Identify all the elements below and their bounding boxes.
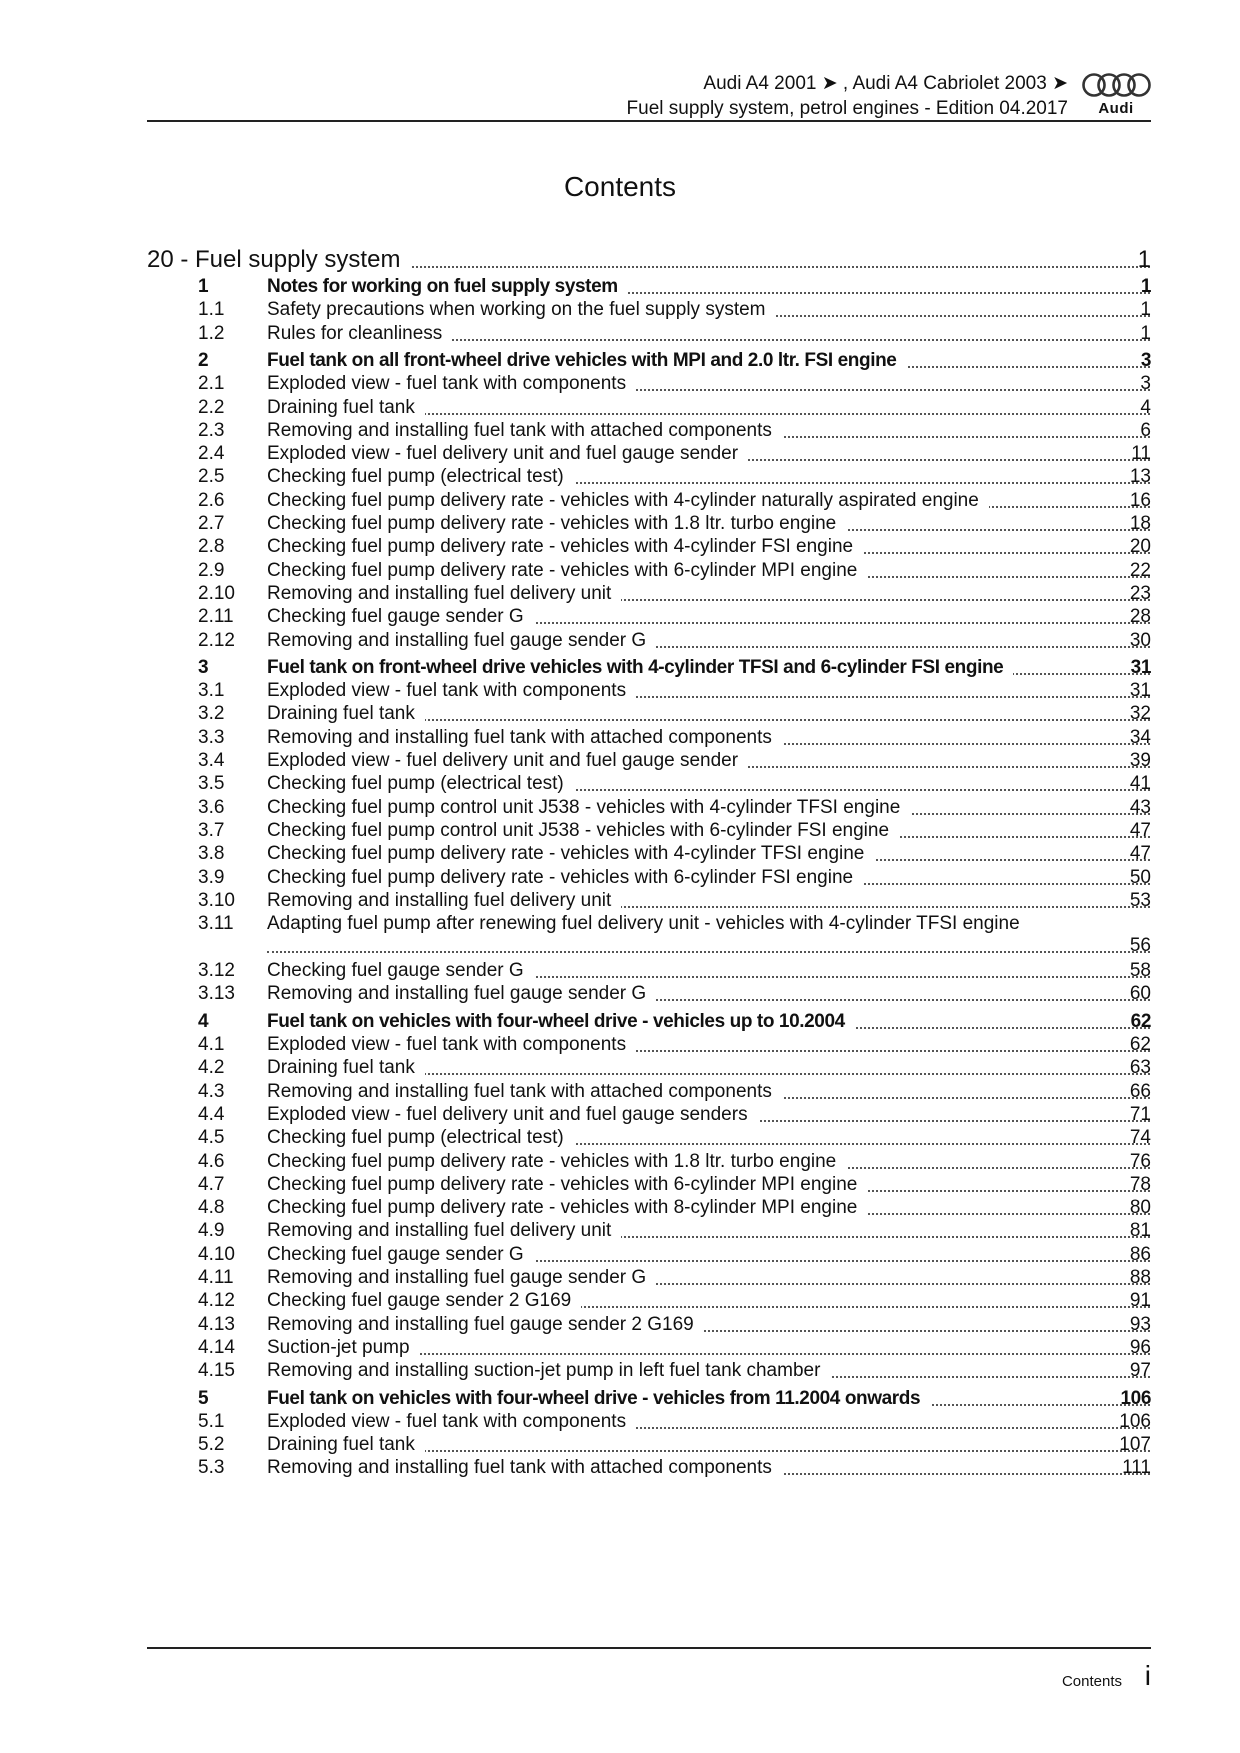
toc-page-number[interactable]: 78 xyxy=(1129,1173,1151,1195)
toc-entry-title-with-leader[interactable] xyxy=(267,748,1150,774)
toc-entry-number: 1.2 xyxy=(198,322,225,344)
toc-entry-title-with-leader[interactable] xyxy=(267,701,1150,727)
toc-entry-number: 3.6 xyxy=(198,796,225,818)
toc-section-entry[interactable] xyxy=(0,818,1240,844)
toc-entry-number: 3.9 xyxy=(198,866,225,888)
toc-entry-title[interactable]: Checking fuel pump delivery rate - vehicles with 6-cylinder MPI engine xyxy=(267,560,867,581)
toc-entry-title[interactable]: Checking fuel pump delivery rate - vehicles with 4-cylinder TFSI engine xyxy=(267,843,874,864)
toc-section-entry[interactable] xyxy=(0,888,1240,914)
toc-entry-number: 4.3 xyxy=(198,1080,225,1102)
toc-section-entry[interactable] xyxy=(0,865,1240,891)
toc-entry-title-with-leader[interactable] xyxy=(267,371,1150,397)
toc-entry-title-with-leader[interactable] xyxy=(267,911,1150,937)
toc-section-entry[interactable] xyxy=(0,1242,1240,1268)
toc-page-number[interactable]: 74 xyxy=(1129,1127,1151,1149)
toc-section-entry[interactable] xyxy=(0,1032,1240,1058)
toc-entry-number: 2.2 xyxy=(198,396,225,418)
toc-entry-number: 5 xyxy=(198,1387,209,1409)
toc-page-number[interactable]: 71 xyxy=(1129,1103,1151,1125)
toc-entry-number: 4.13 xyxy=(198,1313,235,1335)
toc-entry-title-with-leader[interactable] xyxy=(267,725,1150,751)
toc-entry-number: 4.5 xyxy=(198,1127,225,1149)
toc-section-entry[interactable] xyxy=(0,1172,1240,1198)
toc-page-number[interactable]: 96 xyxy=(1129,1336,1151,1358)
toc-entry-title-with-leader[interactable] xyxy=(267,488,1150,514)
toc-page-number[interactable]: 32 xyxy=(1129,703,1151,725)
toc-entry-title[interactable]: Fuel tank on front-wheel drive vehicles with 4-cylinder TFSI and 6-cylinder FSI engine xyxy=(267,657,1013,678)
toc-entry-number: 4.4 xyxy=(198,1103,225,1125)
footer-page-number: i xyxy=(1144,1660,1151,1691)
toc-entry-number: 2.12 xyxy=(198,629,235,651)
ring-4 xyxy=(1129,75,1150,96)
toc-section-entry[interactable] xyxy=(0,464,1240,490)
toc-entry-number: 1 xyxy=(198,276,209,297)
footer-section-label: Contents xyxy=(1061,1673,1122,1690)
toc-entry-title[interactable]: Suction-jet pump xyxy=(267,1337,420,1358)
toc-page-number[interactable]: 47 xyxy=(1129,819,1151,841)
toc-chapter-entry[interactable] xyxy=(0,655,1240,681)
toc-page-number[interactable]: 47 xyxy=(1129,843,1151,865)
toc-entry-title[interactable]: Notes for working on fuel supply system xyxy=(267,276,628,297)
toc-section-entry[interactable] xyxy=(0,604,1240,630)
toc-entry-title-with-leader[interactable] xyxy=(267,1125,1150,1151)
toc-entry-number: 4 xyxy=(198,1010,209,1032)
toc-entry-number: 4.2 xyxy=(198,1057,225,1079)
toc-section-entry[interactable] xyxy=(0,418,1240,444)
brand-wordmark: Audi xyxy=(1098,100,1134,117)
toc-section-entry[interactable] xyxy=(0,1195,1240,1221)
toc-page-number[interactable]: 107 xyxy=(1119,1434,1151,1456)
toc-entry-number: 3.13 xyxy=(198,983,235,1005)
toc-entry-number: 2.10 xyxy=(198,582,235,604)
toc-entry-title[interactable]: Removing and installing fuel delivery unit xyxy=(267,583,621,604)
toc-entry-number: 5.3 xyxy=(198,1457,225,1479)
toc-entry-title-with-leader[interactable] xyxy=(267,818,1150,844)
toc-page-number[interactable]: 1 xyxy=(1140,299,1151,321)
toc-entry-title[interactable]: 20 - Fuel supply system xyxy=(147,246,410,273)
toc-page-number[interactable]: 39 xyxy=(1129,750,1151,771)
toc-entry-title[interactable]: Checking fuel gauge sender 2 G169 xyxy=(267,1290,581,1311)
toc-entry-title-with-leader[interactable] xyxy=(267,1032,1150,1058)
toc-entry-title-with-leader[interactable] xyxy=(267,441,1150,467)
toc-section-entry[interactable] xyxy=(0,911,1240,959)
toc-entry-number: 2.9 xyxy=(198,559,225,581)
toc-entry-title-with-leader[interactable] xyxy=(147,244,1150,276)
toc-entry-number: 3.4 xyxy=(198,750,225,771)
toc-page-number[interactable]: 4 xyxy=(1140,396,1151,418)
toc-entry-title[interactable]: Checking fuel gauge sender G xyxy=(267,960,534,981)
toc-page-number[interactable]: 6 xyxy=(1140,419,1151,441)
toc-entry-title-with-leader[interactable] xyxy=(267,958,1150,984)
toc-entry-title[interactable]: Checking fuel pump delivery rate - vehicles with 6-cylinder FSI engine xyxy=(267,867,863,888)
toc-entry-title-with-leader[interactable] xyxy=(267,1102,1150,1128)
toc-entry-title[interactable]: Rules for cleanliness xyxy=(267,323,452,344)
toc-entry-number: 2 xyxy=(198,349,209,371)
toc-entry-title-with-leader[interactable] xyxy=(267,1358,1150,1384)
toc-section-entry[interactable] xyxy=(0,1288,1240,1314)
toc-section-entry[interactable] xyxy=(0,1055,1240,1081)
toc-entry-title-with-leader[interactable] xyxy=(267,297,1150,323)
toc-section-entry[interactable] xyxy=(0,441,1240,467)
toc-page-number[interactable]: 11 xyxy=(1131,443,1151,465)
toc-section-entry[interactable] xyxy=(0,1455,1240,1481)
toc-page-number[interactable]: 86 xyxy=(1129,1243,1151,1265)
toc-page-number[interactable]: 106 xyxy=(1120,1387,1151,1409)
toc-entry-number: 1.1 xyxy=(198,299,225,321)
toc-entry-title-with-leader[interactable] xyxy=(267,1386,1150,1412)
toc-page-number[interactable]: 13 xyxy=(1129,466,1151,488)
toc-page-number[interactable]: 1 xyxy=(1140,276,1151,297)
toc-entry-title[interactable]: Exploded view - fuel tank with components xyxy=(267,1034,636,1055)
toc-page-number[interactable]: 31 xyxy=(1130,656,1151,678)
toc-entry-number: 5.1 xyxy=(198,1410,225,1432)
toc-entry-title[interactable]: Removing and installing suction-jet pump in left fuel tank chamber xyxy=(267,1360,830,1381)
toc-entry-title-with-leader[interactable] xyxy=(267,604,1150,630)
toc-section-entry[interactable] xyxy=(0,395,1240,421)
toc-entry-title-with-leader[interactable] xyxy=(267,771,1150,797)
toc-entry-title[interactable]: Checking fuel pump (electrical test) xyxy=(267,1127,574,1148)
toc-page-number[interactable]: 1 xyxy=(1137,246,1151,273)
toc-entry-title-with-leader[interactable] xyxy=(267,464,1150,490)
toc-section-entry[interactable] xyxy=(0,321,1240,347)
toc-entry-number: 4.1 xyxy=(198,1034,225,1055)
toc-entry-number: 4.8 xyxy=(198,1197,225,1219)
toc-entry-number: 4.9 xyxy=(198,1220,225,1242)
header-divider xyxy=(147,120,1151,122)
toc-entry-number: 3.1 xyxy=(198,680,225,702)
toc-page-number[interactable]: 28 xyxy=(1129,606,1151,628)
toc-chapter-entry[interactable] xyxy=(0,274,1240,300)
toc-dot-leader xyxy=(267,933,1150,959)
toc-entry-title[interactable]: Exploded view - fuel tank with components xyxy=(267,680,636,701)
toc-page-number[interactable]: 41 xyxy=(1129,773,1151,795)
toc-section-entry[interactable] xyxy=(0,748,1240,774)
toc-page-number[interactable]: 63 xyxy=(1129,1057,1151,1079)
page-title: Contents xyxy=(563,171,677,202)
toc-page-number[interactable]: 88 xyxy=(1129,1267,1151,1288)
toc-section-entry[interactable] xyxy=(0,1265,1240,1291)
toc-entry-number: 4.7 xyxy=(198,1173,225,1195)
toc-page-number[interactable]: 91 xyxy=(1129,1290,1151,1312)
toc-section-entry[interactable] xyxy=(0,1358,1240,1384)
toc-entry-title[interactable]: Fuel tank on all front-wheel drive vehicles with MPI and 2.0 ltr. FSI engine xyxy=(267,350,906,371)
toc-section-entry[interactable] xyxy=(0,958,1240,984)
toc-page-number[interactable]: 3 xyxy=(1140,349,1151,371)
toc-entry-title[interactable]: Adapting fuel pump after renewing fuel delivery unit - vehicles with 4-cylinder TFSI engine xyxy=(267,913,1030,934)
toc-entry-number: 3 xyxy=(198,656,209,678)
toc-entry-title[interactable]: Exploded view - fuel tank with components xyxy=(267,373,636,394)
toc-entry-title-with-leader[interactable] xyxy=(267,1265,1150,1291)
toc-entry-number: 2.6 xyxy=(198,489,225,511)
toc-page-number[interactable]: 60 xyxy=(1129,983,1151,1005)
toc-section-entry[interactable] xyxy=(0,725,1240,751)
header-vehicle-line: Audi A4 2001 ➤ , Audi A4 Cabriolet 2003 ➤ xyxy=(703,73,1068,94)
toc-entry-number: 4.15 xyxy=(198,1360,235,1382)
toc-section-entry[interactable] xyxy=(0,1125,1240,1151)
toc-page-number[interactable]: 16 xyxy=(1129,489,1151,511)
toc-entry-title-with-leader[interactable] xyxy=(267,981,1150,1007)
toc-entry-number: 2.4 xyxy=(198,443,225,465)
toc-entry-title[interactable]: Safety precautions when working on the fuel supply system xyxy=(267,299,776,320)
toc-entry-title[interactable]: Removing and installing fuel delivery unit xyxy=(267,1220,621,1241)
toc-entry-number: 2.5 xyxy=(198,466,225,488)
toc-entry-title-with-leader[interactable] xyxy=(267,581,1150,607)
toc-section-entry[interactable] xyxy=(0,534,1240,560)
toc-entry-number: 5.2 xyxy=(198,1434,225,1456)
toc-entry-number: 4.6 xyxy=(198,1150,225,1172)
toc-entry-title-with-leader[interactable] xyxy=(267,795,1150,821)
toc-page-number[interactable]: 50 xyxy=(1129,866,1151,888)
toc-entry-number: 3.11 xyxy=(198,913,234,935)
footer-divider xyxy=(147,1647,1151,1649)
toc-entry-title[interactable]: Checking fuel gauge sender G xyxy=(267,1244,534,1265)
toc-entry-number: 3.7 xyxy=(198,819,225,841)
toc-entry-title[interactable]: Checking fuel pump control unit J538 - vehicles with 6-cylinder FSI engine xyxy=(267,820,899,841)
toc-page-number[interactable]: 56 xyxy=(1129,935,1151,957)
toc-entry-title-with-leader[interactable] xyxy=(267,395,1150,421)
toc-section-entry[interactable] xyxy=(0,1312,1240,1338)
toc-page-number[interactable]: 31 xyxy=(1129,680,1151,702)
toc-entry-title-with-leader[interactable] xyxy=(267,678,1150,704)
toc-entry-title[interactable]: Removing and installing fuel gauge sender G xyxy=(267,630,656,651)
toc-entry-title[interactable]: Removing and installing fuel gauge sender 2 G169 xyxy=(267,1314,704,1335)
toc-entry-number: 4.10 xyxy=(198,1243,235,1265)
toc-page-number[interactable]: 23 xyxy=(1129,582,1151,604)
toc-entry-number: 4.12 xyxy=(198,1290,235,1312)
toc-entry-title[interactable]: Draining fuel tank xyxy=(267,1057,425,1078)
toc-section-entry[interactable] xyxy=(0,1432,1240,1458)
toc-entry-number: 3.8 xyxy=(198,843,225,865)
toc-section-entry[interactable] xyxy=(0,297,1240,323)
toc-entry-title-with-leader[interactable] xyxy=(267,1432,1150,1458)
toc-entry-title[interactable]: Checking fuel pump delivery rate - vehicles with 4-cylinder naturally aspirated engine xyxy=(267,490,989,511)
toc-page-number[interactable]: 62 xyxy=(1129,1034,1151,1055)
toc-entry-title[interactable]: Checking fuel pump delivery rate - vehicles with 1.8 ltr. turbo engine xyxy=(267,1151,846,1172)
toc-section-entry[interactable] xyxy=(0,678,1240,704)
toc-entry-title-with-leader[interactable] xyxy=(267,628,1150,654)
toc-entry-title[interactable]: Checking fuel pump delivery rate - vehicles with 8-cylinder MPI engine xyxy=(267,1197,867,1218)
toc-section-entry[interactable] xyxy=(0,511,1240,537)
toc-entry-title[interactable]: Draining fuel tank xyxy=(267,397,425,418)
toc-entry-title-with-leader[interactable] xyxy=(267,1009,1150,1035)
toc-entry-number: 3.10 xyxy=(198,889,235,911)
toc-entry-title[interactable]: Removing and installing fuel tank with attached components xyxy=(267,1081,782,1102)
toc-entry-title-with-leader[interactable] xyxy=(267,321,1150,347)
toc-page-number[interactable]: 62 xyxy=(1130,1010,1151,1032)
toc-page-number[interactable]: 22 xyxy=(1129,559,1151,581)
toc-entry-title-with-leader[interactable] xyxy=(267,1409,1150,1435)
toc-section-entry[interactable] xyxy=(0,1102,1240,1128)
toc-entry-number: 2.3 xyxy=(198,419,225,441)
toc-entry-title[interactable]: Checking fuel pump (electrical test) xyxy=(267,466,574,487)
toc-entry-title[interactable]: Removing and installing fuel gauge sender G xyxy=(267,983,656,1004)
toc-entry-title-with-leader[interactable] xyxy=(267,1079,1150,1105)
toc-entry-title-with-leader[interactable] xyxy=(267,348,1150,374)
toc-entry-title-with-leader[interactable] xyxy=(267,1242,1150,1268)
toc-entry-title[interactable]: Exploded view - fuel tank with components xyxy=(267,1411,636,1432)
toc-page-number[interactable]: 58 xyxy=(1129,960,1151,982)
toc-page-number[interactable]: 106 xyxy=(1119,1410,1151,1432)
toc-entry-number: 2.7 xyxy=(198,513,225,534)
toc-entry-number: 4.11 xyxy=(198,1267,234,1288)
toc-section-entry[interactable] xyxy=(0,371,1240,397)
toc-entry-title[interactable]: Checking fuel pump (electrical test) xyxy=(267,773,574,794)
toc-page-number[interactable]: 1 xyxy=(1140,322,1151,344)
toc-page-number[interactable]: 93 xyxy=(1129,1313,1151,1335)
toc-entry-title[interactable]: Removing and installing fuel tank with attached components xyxy=(267,1457,782,1478)
toc-page-number[interactable]: 53 xyxy=(1129,889,1151,911)
toc-entry-title-with-leader[interactable] xyxy=(267,841,1150,867)
toc-entry-title-with-leader[interactable] xyxy=(267,1288,1150,1314)
toc-entry-title[interactable]: Draining fuel tank xyxy=(267,703,425,724)
toc-entry-number: 2.8 xyxy=(198,536,225,558)
header-manual-title: Fuel supply system, petrol engines - Edition 04.2017 xyxy=(626,98,1068,119)
toc-section-entry[interactable] xyxy=(0,1218,1240,1244)
toc-chapter-entry[interactable] xyxy=(0,1009,1240,1035)
toc-entry-title[interactable]: Removing and installing fuel delivery unit xyxy=(267,890,621,911)
toc-entry-title-with-leader[interactable] xyxy=(267,1335,1150,1361)
toc-entry-number: 2.11 xyxy=(198,606,234,628)
toc-entry-number: 3.2 xyxy=(198,703,225,725)
toc-section-entry[interactable] xyxy=(0,628,1240,654)
toc-page-number[interactable]: 111 xyxy=(1122,1457,1151,1479)
toc-entry-title-with-leader[interactable] xyxy=(267,1172,1150,1198)
toc-entry-title[interactable]: Draining fuel tank xyxy=(267,1434,425,1455)
toc-entry-title-with-leader[interactable] xyxy=(267,865,1150,891)
toc-page-number[interactable]: 81 xyxy=(1129,1220,1151,1242)
toc-entry-title-with-leader[interactable] xyxy=(267,888,1150,914)
toc-section-entry[interactable] xyxy=(0,771,1240,797)
toc-section-entry[interactable] xyxy=(0,981,1240,1007)
toc-page-number[interactable]: 76 xyxy=(1129,1150,1151,1172)
toc-chapter-entry[interactable] xyxy=(0,348,1240,374)
toc-section-entry[interactable] xyxy=(0,1409,1240,1435)
toc-page-number[interactable]: 20 xyxy=(1129,536,1151,558)
toc-section-entry[interactable] xyxy=(0,841,1240,867)
toc-chapter-entry[interactable] xyxy=(0,1386,1240,1412)
toc-entry-title-with-leader[interactable] xyxy=(267,1195,1150,1221)
toc-section-entry[interactable] xyxy=(0,795,1240,821)
toc-entry-title[interactable]: Fuel tank on vehicles with four-wheel drive - vehicles up to 10.2004 xyxy=(267,1011,855,1032)
toc-page-number[interactable]: 80 xyxy=(1129,1197,1151,1219)
toc-entry-number: 3.3 xyxy=(198,726,225,748)
toc-section-entry[interactable] xyxy=(0,488,1240,514)
toc-entry-title[interactable]: Checking fuel pump delivery rate - vehicles with 6-cylinder MPI engine xyxy=(267,1174,867,1195)
toc-entry-title-with-leader[interactable] xyxy=(267,274,1150,300)
toc-entry-title[interactable]: Fuel tank on vehicles with four-wheel drive - vehicles from 11.2004 onwards xyxy=(267,1388,930,1409)
toc-entry-title[interactable]: Checking fuel pump delivery rate - vehicles with 1.8 ltr. turbo engine xyxy=(267,513,846,534)
toc-entry-title[interactable]: Exploded view - fuel delivery unit and fuel gauge sender xyxy=(267,750,748,771)
toc-entry-title-with-leader[interactable] xyxy=(267,1055,1150,1081)
toc-entry-title-with-leader[interactable] xyxy=(267,1455,1150,1481)
toc-section-entry[interactable] xyxy=(0,581,1240,607)
toc-section-entry[interactable] xyxy=(0,701,1240,727)
toc-page-number[interactable]: 3 xyxy=(1140,373,1151,395)
toc-page-number[interactable]: 30 xyxy=(1129,629,1151,651)
toc-entry-number: 3.5 xyxy=(198,773,225,795)
toc-entry-title-with-leader[interactable] xyxy=(267,534,1150,560)
toc-entry-number: 2.1 xyxy=(198,373,225,395)
toc-section-entry[interactable] xyxy=(0,1335,1240,1361)
toc-page-number[interactable]: 66 xyxy=(1129,1080,1151,1102)
toc-entry-title[interactable]: Checking fuel pump control unit J538 - vehicles with 4-cylinder TFSI engine xyxy=(267,797,910,818)
toc-entry-number: 3.12 xyxy=(198,960,235,982)
toc-entry-title-with-leader[interactable] xyxy=(267,418,1150,444)
toc-entry-number: 4.14 xyxy=(198,1336,235,1358)
toc-section-entry[interactable] xyxy=(0,1079,1240,1105)
toc-entry-title-with-leader[interactable] xyxy=(267,1218,1150,1244)
toc-entry-title[interactable]: Checking fuel gauge sender G xyxy=(267,606,534,627)
toc-section-entry[interactable] xyxy=(0,1149,1240,1175)
toc-entry-title[interactable]: Exploded view - fuel delivery unit and fuel gauge senders xyxy=(267,1104,758,1125)
toc-page-number[interactable]: 18 xyxy=(1129,513,1151,534)
toc-entry-title[interactable]: Removing and installing fuel gauge sender G xyxy=(267,1267,656,1288)
toc-part-heading[interactable] xyxy=(0,244,1240,276)
toc-entry-title[interactable]: Exploded view - fuel delivery unit and fuel gauge sender xyxy=(267,443,748,464)
toc-page-number[interactable]: 34 xyxy=(1129,726,1151,748)
toc-page-number[interactable]: 97 xyxy=(1129,1360,1151,1382)
toc-entry-title-with-leader[interactable] xyxy=(267,1149,1150,1175)
toc-entry-title-with-leader[interactable] xyxy=(267,558,1150,584)
toc-section-entry[interactable] xyxy=(0,558,1240,584)
toc-entry-title-with-leader[interactable] xyxy=(267,1312,1150,1338)
toc-entry-title-with-leader[interactable] xyxy=(267,511,1150,537)
toc-entry-title[interactable]: Removing and installing fuel tank with attached components xyxy=(267,420,782,441)
toc-page-number[interactable]: 43 xyxy=(1129,796,1151,818)
toc-entry-title[interactable]: Checking fuel pump delivery rate - vehicles with 4-cylinder FSI engine xyxy=(267,536,863,557)
toc-entry-title-with-leader[interactable] xyxy=(267,655,1150,681)
toc-entry-title[interactable]: Removing and installing fuel tank with attached components xyxy=(267,727,782,748)
